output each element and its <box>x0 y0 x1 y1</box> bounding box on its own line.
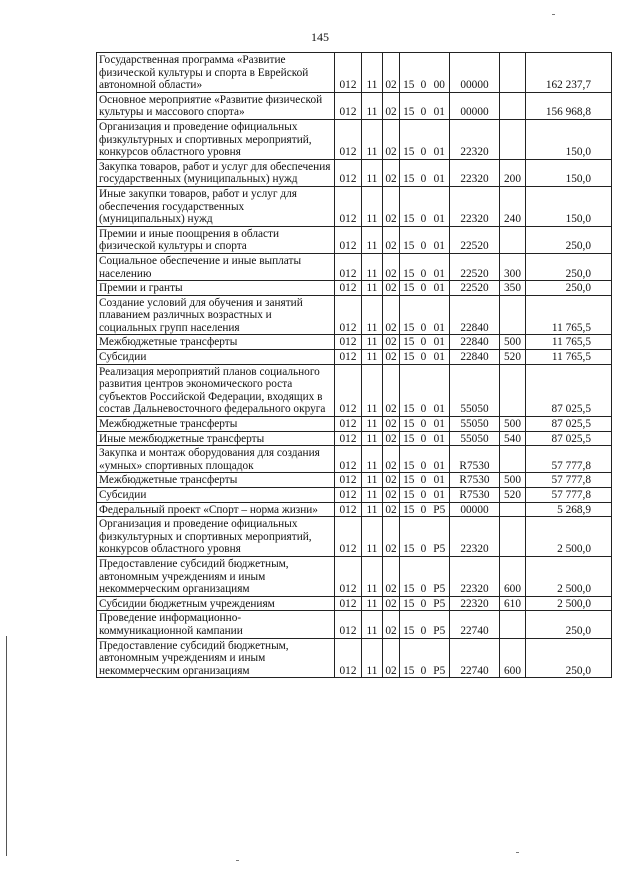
expense-type-code <box>500 226 526 253</box>
margin-rule <box>6 636 7 856</box>
section-code: 11 <box>362 502 383 517</box>
direction-code: 22840 <box>450 295 500 335</box>
event-code: 01 <box>430 446 450 473</box>
row-name: Субсидии <box>97 350 335 365</box>
event-code: 01 <box>430 186 450 226</box>
row-name: Межбюджетные трансферты <box>97 335 335 350</box>
row-name: Премии и иные поощрения в области физической культуры и спорта <box>97 226 335 253</box>
subsection-code: 02 <box>383 281 400 296</box>
expense-type-code: 300 <box>500 253 526 280</box>
expense-type-code: 600 <box>500 556 526 596</box>
program-code: 15 <box>400 364 418 416</box>
amount: 150,0 <box>526 159 612 186</box>
event-code: 01 <box>430 295 450 335</box>
admin-code: 012 <box>335 596 362 611</box>
table-row <box>97 431 612 446</box>
admin-code: 012 <box>335 446 362 473</box>
expense-type-code: 600 <box>500 638 526 678</box>
admin-code: 012 <box>335 611 362 638</box>
scan-mark <box>236 860 239 861</box>
subsection-code: 02 <box>383 119 400 159</box>
amount: 250,0 <box>526 226 612 253</box>
admin-code: 012 <box>335 226 362 253</box>
subprogram-code: 0 <box>418 517 430 557</box>
direction-code: 22320 <box>450 556 500 596</box>
expense-type-code <box>500 502 526 517</box>
direction-code: R7530 <box>450 488 500 503</box>
amount: 11 765,5 <box>526 295 612 335</box>
admin-code: 012 <box>335 295 362 335</box>
program-code: 15 <box>400 473 418 488</box>
admin-code: 012 <box>335 473 362 488</box>
subsection-code: 02 <box>383 186 400 226</box>
direction-code: 22520 <box>450 226 500 253</box>
subsection-code: 02 <box>383 53 400 93</box>
admin-code: 012 <box>335 253 362 280</box>
amount: 250,0 <box>526 253 612 280</box>
program-code: 15 <box>400 446 418 473</box>
subprogram-code: 0 <box>418 431 430 446</box>
section-code: 11 <box>362 556 383 596</box>
event-code: 01 <box>430 226 450 253</box>
program-code: 15 <box>400 502 418 517</box>
section-code: 11 <box>362 446 383 473</box>
row-name: Субсидии бюджетным учреждениям <box>97 596 335 611</box>
program-code: 15 <box>400 253 418 280</box>
amount: 57 777,8 <box>526 488 612 503</box>
program-code: 15 <box>400 226 418 253</box>
subsection-code: 02 <box>383 226 400 253</box>
expense-type-code <box>500 295 526 335</box>
admin-code: 012 <box>335 186 362 226</box>
subsection-code: 02 <box>383 295 400 335</box>
direction-code: 55050 <box>450 364 500 416</box>
section-code: 11 <box>362 186 383 226</box>
admin-code: 012 <box>335 335 362 350</box>
admin-code: 012 <box>335 488 362 503</box>
table-row <box>97 517 612 557</box>
section-code: 11 <box>362 92 383 119</box>
scan-mark <box>552 14 555 15</box>
expense-type-code: 350 <box>500 281 526 296</box>
table-row <box>97 119 612 159</box>
row-name: Иные закупки товаров, работ и услуг для обеспечения государственных (муниципальных) нужд <box>97 186 335 226</box>
row-name: Иные межбюджетные трансферты <box>97 431 335 446</box>
program-code: 15 <box>400 488 418 503</box>
subprogram-code: 0 <box>418 417 430 432</box>
event-code: 01 <box>430 253 450 280</box>
section-code: 11 <box>362 611 383 638</box>
expense-type-code <box>500 446 526 473</box>
subsection-code: 02 <box>383 446 400 473</box>
subsection-code: 02 <box>383 473 400 488</box>
program-code: 15 <box>400 596 418 611</box>
section-code: 11 <box>362 517 383 557</box>
subsection-code: 02 <box>383 517 400 557</box>
direction-code: 22320 <box>450 517 500 557</box>
amount: 150,0 <box>526 119 612 159</box>
amount: 162 237,7 <box>526 53 612 93</box>
program-code: 15 <box>400 638 418 678</box>
event-code: 00 <box>430 53 450 93</box>
event-code: P5 <box>430 517 450 557</box>
event-code: P5 <box>430 596 450 611</box>
program-code: 15 <box>400 92 418 119</box>
expense-type-code: 500 <box>500 335 526 350</box>
event-code: 01 <box>430 335 450 350</box>
direction-code: 55050 <box>450 431 500 446</box>
program-code: 15 <box>400 295 418 335</box>
admin-code: 012 <box>335 556 362 596</box>
event-code: P5 <box>430 638 450 678</box>
subsection-code: 02 <box>383 335 400 350</box>
section-code: 11 <box>362 253 383 280</box>
row-name: Основное мероприятие «Развитие физической культуры и массового спорта» <box>97 92 335 119</box>
table-row <box>97 253 612 280</box>
admin-code: 012 <box>335 638 362 678</box>
program-code: 15 <box>400 350 418 365</box>
program-code: 15 <box>400 556 418 596</box>
row-name: Межбюджетные трансферты <box>97 417 335 432</box>
table-row <box>97 502 612 517</box>
amount: 2 500,0 <box>526 517 612 557</box>
event-code: P5 <box>430 502 450 517</box>
row-name: Государственная программа «Развитие физической культуры и спорта в Еврейской автономной области» <box>97 53 335 93</box>
direction-code: 22520 <box>450 281 500 296</box>
subsection-code: 02 <box>383 556 400 596</box>
event-code: 01 <box>430 350 450 365</box>
admin-code: 012 <box>335 53 362 93</box>
amount: 11 765,5 <box>526 350 612 365</box>
event-code: 01 <box>430 417 450 432</box>
event-code: 01 <box>430 488 450 503</box>
subprogram-code: 0 <box>418 488 430 503</box>
table-row <box>97 488 612 503</box>
program-code: 15 <box>400 281 418 296</box>
amount: 11 765,5 <box>526 335 612 350</box>
table-row <box>97 335 612 350</box>
amount: 87 025,5 <box>526 417 612 432</box>
subprogram-code: 0 <box>418 350 430 365</box>
admin-code: 012 <box>335 281 362 296</box>
event-code: 01 <box>430 159 450 186</box>
expense-type-code <box>500 119 526 159</box>
section-code: 11 <box>362 431 383 446</box>
admin-code: 012 <box>335 92 362 119</box>
section-code: 11 <box>362 488 383 503</box>
budget-table <box>96 52 612 678</box>
admin-code: 012 <box>335 502 362 517</box>
amount: 87 025,5 <box>526 364 612 416</box>
section-code: 11 <box>362 226 383 253</box>
direction-code: 22840 <box>450 350 500 365</box>
event-code: 01 <box>430 281 450 296</box>
subprogram-code: 0 <box>418 119 430 159</box>
section-code: 11 <box>362 159 383 186</box>
row-name: Межбюджетные трансферты <box>97 473 335 488</box>
table-row <box>97 186 612 226</box>
section-code: 11 <box>362 53 383 93</box>
program-code: 15 <box>400 119 418 159</box>
section-code: 11 <box>362 638 383 678</box>
table-row <box>97 92 612 119</box>
expense-type-code <box>500 364 526 416</box>
subprogram-code: 0 <box>418 638 430 678</box>
expense-type-code: 610 <box>500 596 526 611</box>
amount: 250,0 <box>526 281 612 296</box>
expense-type-code: 500 <box>500 417 526 432</box>
subprogram-code: 0 <box>418 335 430 350</box>
subsection-code: 02 <box>383 92 400 119</box>
row-name: Организация и проведение официальных физкультурных и спортивных мероприятий, конкурсов областного уровня <box>97 517 335 557</box>
row-name: Закупка товаров, работ и услуг для обеспечения государственных (муниципальных) нужд <box>97 159 335 186</box>
amount: 156 968,8 <box>526 92 612 119</box>
amount: 57 777,8 <box>526 473 612 488</box>
direction-code: R7530 <box>450 473 500 488</box>
expense-type-code: 500 <box>500 473 526 488</box>
row-name: Проведение информационно-коммуникационной кампании <box>97 611 335 638</box>
subsection-code: 02 <box>383 253 400 280</box>
admin-code: 012 <box>335 364 362 416</box>
amount: 2 500,0 <box>526 556 612 596</box>
table-row <box>97 295 612 335</box>
table-row <box>97 638 612 678</box>
subsection-code: 02 <box>383 364 400 416</box>
table-row <box>97 226 612 253</box>
program-code: 15 <box>400 335 418 350</box>
row-name: Федеральный проект «Спорт – норма жизни» <box>97 502 335 517</box>
subsection-code: 02 <box>383 350 400 365</box>
row-name: Предоставление субсидий бюджетным, автономным учреждениям и иным некоммерческим организациям <box>97 638 335 678</box>
event-code: P5 <box>430 611 450 638</box>
subprogram-code: 0 <box>418 446 430 473</box>
table-row <box>97 473 612 488</box>
direction-code: 00000 <box>450 502 500 517</box>
event-code: 01 <box>430 364 450 416</box>
section-code: 11 <box>362 473 383 488</box>
subprogram-code: 0 <box>418 596 430 611</box>
row-name: Создание условий для обучения и занятий плаванием различных возрастных и социальных групп населения <box>97 295 335 335</box>
section-code: 11 <box>362 417 383 432</box>
event-code: 01 <box>430 431 450 446</box>
program-code: 15 <box>400 611 418 638</box>
row-name: Организация и проведение официальных физкультурных и спортивных мероприятий, конкурсов областного уровня <box>97 119 335 159</box>
amount: 250,0 <box>526 611 612 638</box>
direction-code: 00000 <box>450 92 500 119</box>
expense-type-code <box>500 92 526 119</box>
subprogram-code: 0 <box>418 473 430 488</box>
subprogram-code: 0 <box>418 226 430 253</box>
table-row <box>97 159 612 186</box>
subsection-code: 02 <box>383 611 400 638</box>
subprogram-code: 0 <box>418 502 430 517</box>
subprogram-code: 0 <box>418 159 430 186</box>
direction-code: R7530 <box>450 446 500 473</box>
subsection-code: 02 <box>383 488 400 503</box>
subsection-code: 02 <box>383 596 400 611</box>
subprogram-code: 0 <box>418 281 430 296</box>
event-code: 01 <box>430 119 450 159</box>
admin-code: 012 <box>335 159 362 186</box>
event-code: 01 <box>430 92 450 119</box>
expense-type-code <box>500 53 526 93</box>
table-row <box>97 350 612 365</box>
amount: 2 500,0 <box>526 596 612 611</box>
direction-code: 22840 <box>450 335 500 350</box>
scan-mark <box>516 852 519 853</box>
admin-code: 012 <box>335 350 362 365</box>
amount: 87 025,5 <box>526 431 612 446</box>
program-code: 15 <box>400 53 418 93</box>
admin-code: 012 <box>335 417 362 432</box>
subprogram-code: 0 <box>418 186 430 226</box>
row-name: Премии и гранты <box>97 281 335 296</box>
direction-code: 22320 <box>450 119 500 159</box>
subprogram-code: 0 <box>418 253 430 280</box>
row-name: Закупка и монтаж оборудования для создания «умных» спортивных площадок <box>97 446 335 473</box>
table-row <box>97 556 612 596</box>
program-code: 15 <box>400 517 418 557</box>
expense-type-code: 200 <box>500 159 526 186</box>
section-code: 11 <box>362 119 383 159</box>
program-code: 15 <box>400 417 418 432</box>
expense-type-code <box>500 611 526 638</box>
admin-code: 012 <box>335 431 362 446</box>
page-number: 145 <box>311 30 329 44</box>
direction-code: 22320 <box>450 159 500 186</box>
row-name: Субсидии <box>97 488 335 503</box>
program-code: 15 <box>400 159 418 186</box>
subprogram-code: 0 <box>418 92 430 119</box>
amount: 250,0 <box>526 638 612 678</box>
row-name: Предоставление субсидий бюджетным, автономным учреждениям и иным некоммерческим организациям <box>97 556 335 596</box>
section-code: 11 <box>362 335 383 350</box>
section-code: 11 <box>362 281 383 296</box>
subsection-code: 02 <box>383 417 400 432</box>
amount: 150,0 <box>526 186 612 226</box>
expense-type-code: 240 <box>500 186 526 226</box>
table-row <box>97 281 612 296</box>
admin-code: 012 <box>335 119 362 159</box>
direction-code: 55050 <box>450 417 500 432</box>
subprogram-code: 0 <box>418 295 430 335</box>
section-code: 11 <box>362 295 383 335</box>
subprogram-code: 0 <box>418 364 430 416</box>
subprogram-code: 0 <box>418 556 430 596</box>
event-code: 01 <box>430 473 450 488</box>
admin-code: 012 <box>335 517 362 557</box>
row-name: Реализация мероприятий планов социального развития центров экономического роста субъектов Российской Федерации, входящих в состав Дальневосточного федерального округа <box>97 364 335 416</box>
section-code: 11 <box>362 364 383 416</box>
table-row <box>97 364 612 416</box>
table-row <box>97 446 612 473</box>
direction-code: 22320 <box>450 596 500 611</box>
direction-code: 22320 <box>450 186 500 226</box>
expense-type-code <box>500 517 526 557</box>
direction-code: 22740 <box>450 611 500 638</box>
program-code: 15 <box>400 186 418 226</box>
subsection-code: 02 <box>383 638 400 678</box>
expense-type-code: 520 <box>500 350 526 365</box>
section-code: 11 <box>362 350 383 365</box>
subsection-code: 02 <box>383 431 400 446</box>
amount: 5 268,9 <box>526 502 612 517</box>
direction-code: 22520 <box>450 253 500 280</box>
subprogram-code: 0 <box>418 611 430 638</box>
expense-type-code: 520 <box>500 488 526 503</box>
table-row <box>97 417 612 432</box>
subprogram-code: 0 <box>418 53 430 93</box>
section-code: 11 <box>362 596 383 611</box>
table-row <box>97 53 612 93</box>
table-row <box>97 596 612 611</box>
expense-type-code: 540 <box>500 431 526 446</box>
program-code: 15 <box>400 431 418 446</box>
table-row <box>97 611 612 638</box>
subsection-code: 02 <box>383 502 400 517</box>
direction-code: 00000 <box>450 53 500 93</box>
direction-code: 22740 <box>450 638 500 678</box>
amount: 57 777,8 <box>526 446 612 473</box>
subsection-code: 02 <box>383 159 400 186</box>
row-name: Социальное обеспечение и иные выплаты населению <box>97 253 335 280</box>
event-code: P5 <box>430 556 450 596</box>
